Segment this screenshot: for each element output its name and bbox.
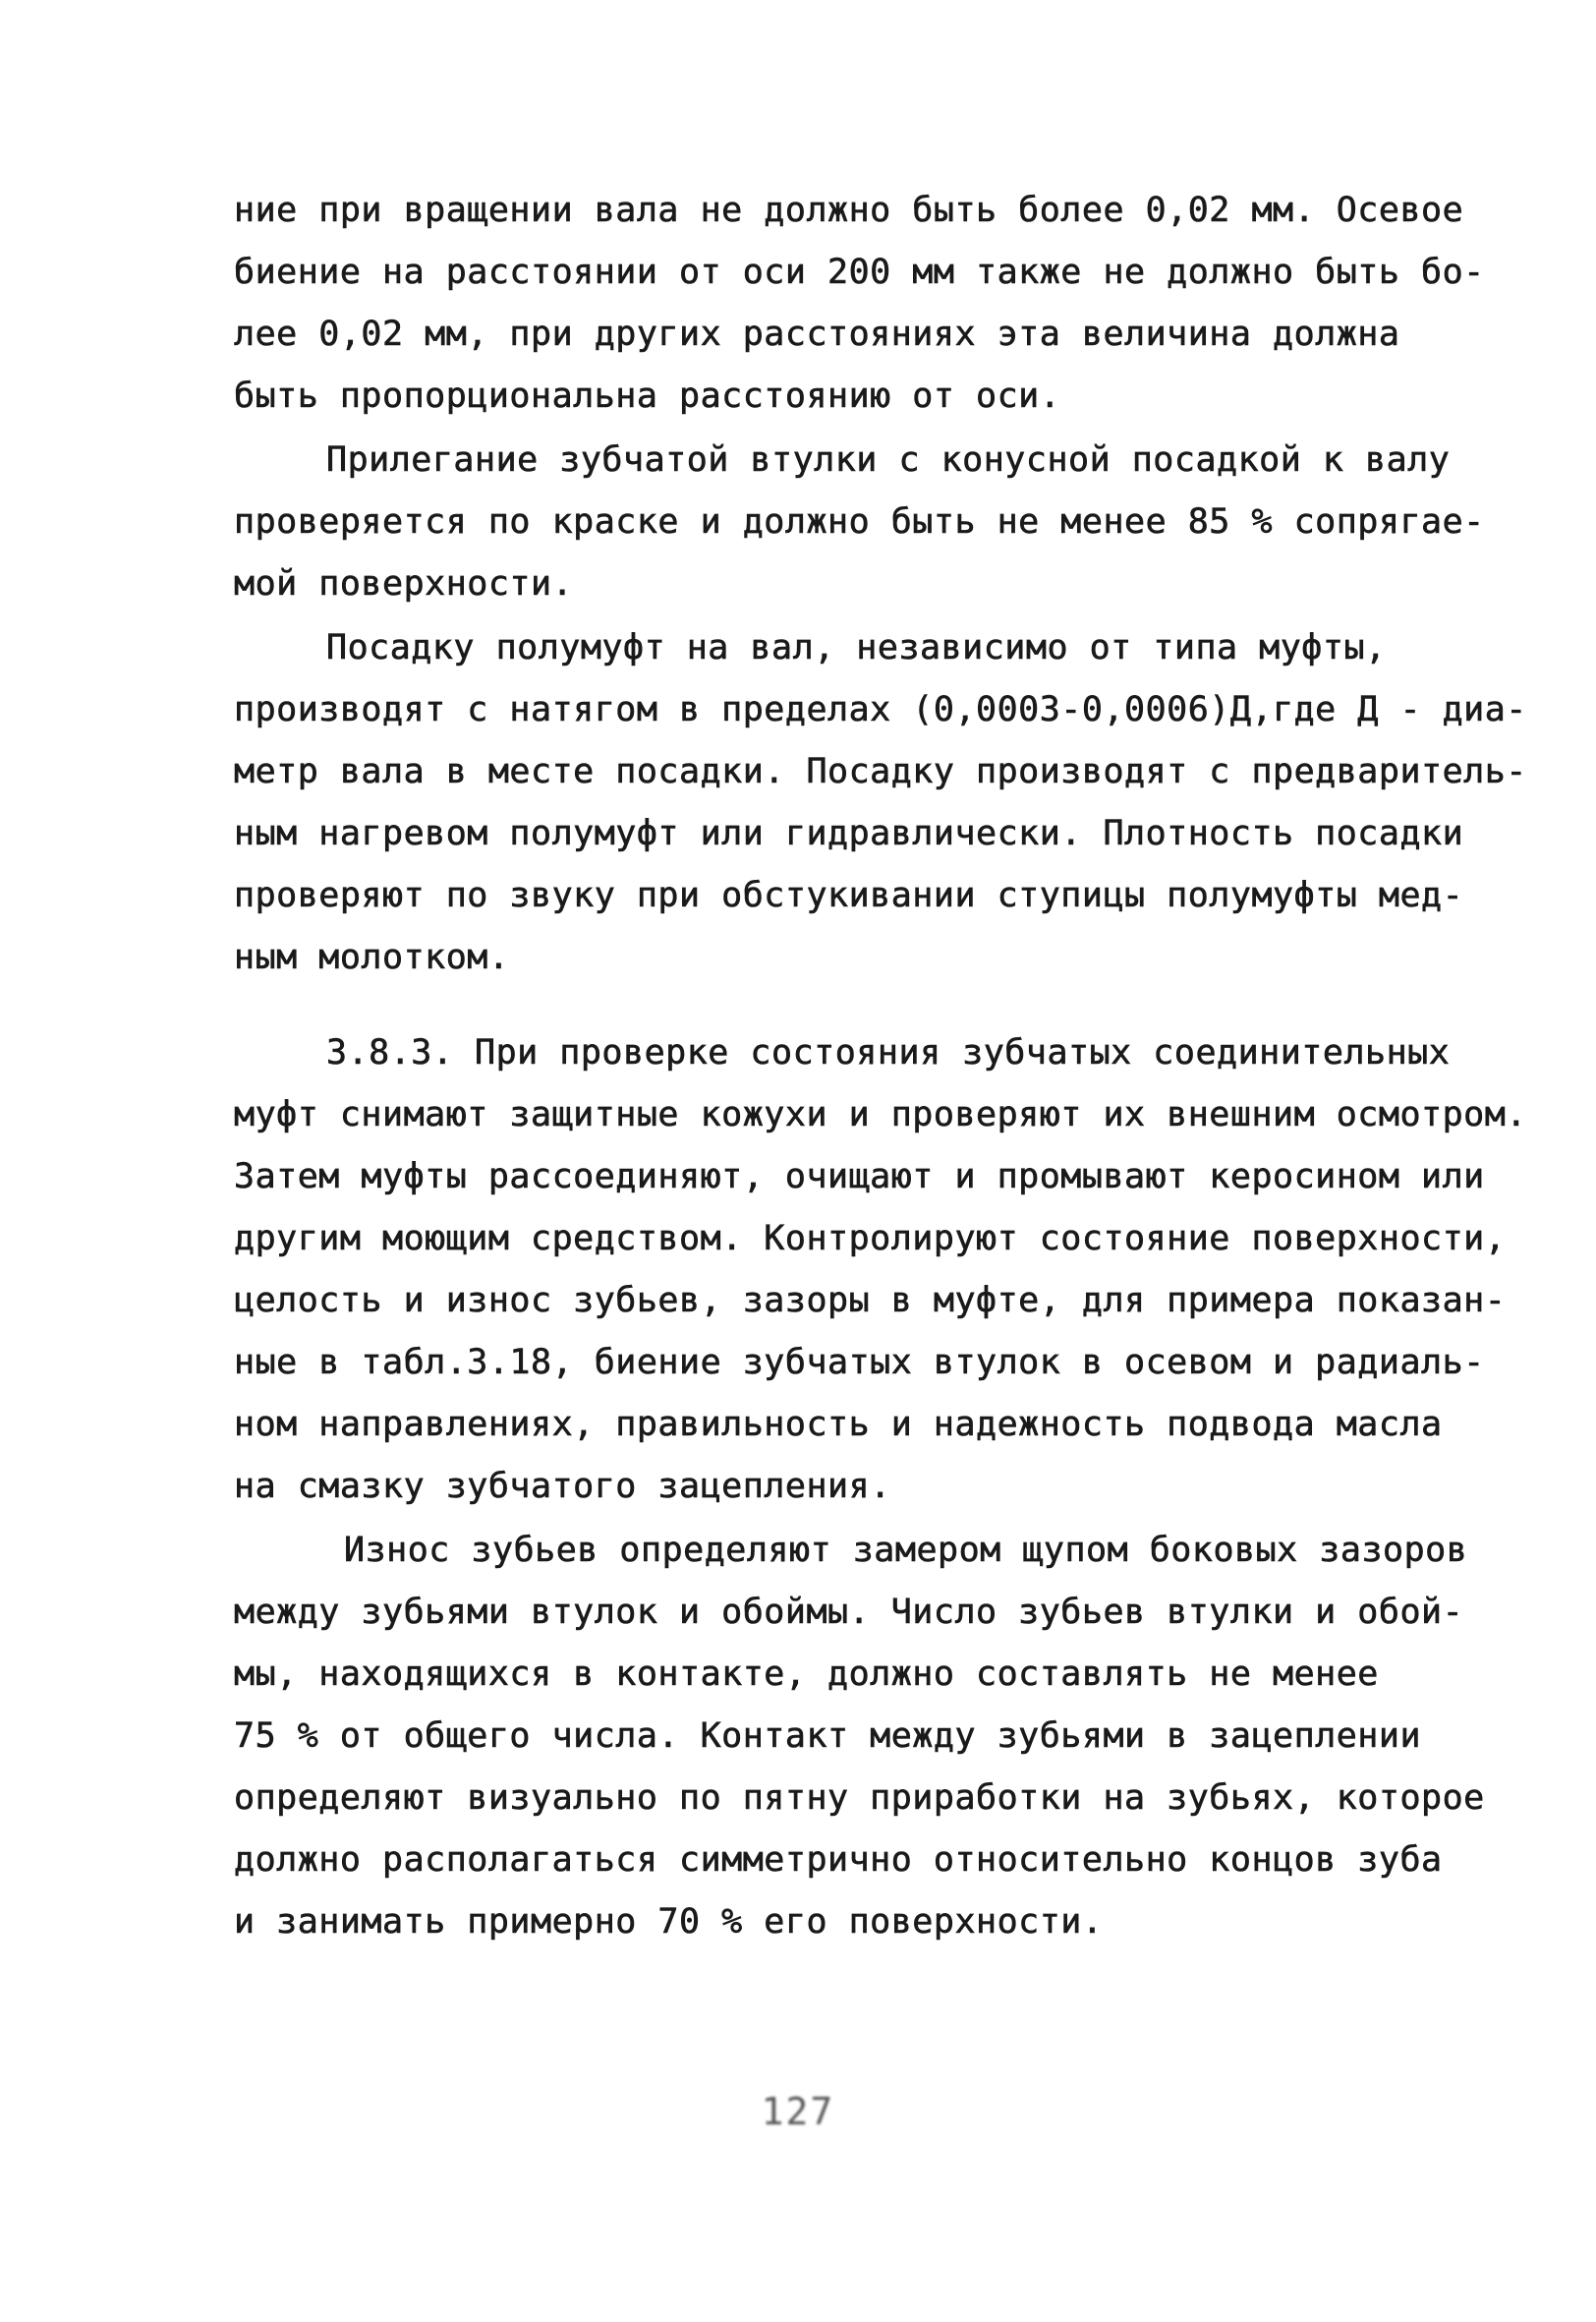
text-line: проверяют по звуку при обстукивании ступицы полумуфты мед- [234,876,1464,915]
text-line: между зубьями втулок и обоймы. Число зубьев втулки и обой- [234,1593,1464,1632]
text-line: метр вала в месте посадки. Посадку производят с предваритель- [234,752,1527,791]
text-line: ние при вращении вала не должно быть более 0,02 мм. Осевое [234,191,1464,230]
text-line: должно располагаться симметрично относительно концов зуба [234,1840,1443,1880]
page-number: 127 [761,2090,835,2133]
text-line: проверяется по краске и должно быть не менее 85 % сопрягае- [234,502,1485,542]
text-line: производят с натягом в пределах (0,0003-0,0006)Д,где Д - диа- [234,690,1527,729]
text-line: Прилегание зубчатой втулки с конусной посадкой к валу [326,440,1451,480]
text-line: Затем муфты рассоединяют, очищают и промывают керосином или [234,1157,1485,1196]
text-line: определяют визуально по пятну приработки на зубьях, которое [234,1778,1485,1818]
text-line: и занимать примерно 70 % его поверхности. [234,1902,1104,1942]
text-line: целость и износ зубьев, зазоры в муфте, для примера показан- [234,1281,1507,1320]
text-line: 75 % от общего числа. Контакт между зубьями в зацеплении [234,1716,1422,1756]
text-line: биение на расстоянии от оси 200 мм также не должно быть бо- [234,253,1485,292]
text-line: ным молотком. [234,938,510,977]
text-line: Посадку полумуфт на вал, независимо от типа муфты, [326,628,1387,668]
text-line: лее 0,02 мм, при других расстояниях эта величина должна [234,315,1400,354]
text-line: ные в табл.3.18, биение зубчатых втулок в осевом и радиаль- [234,1343,1485,1382]
text-line: ным нагревом полумуфт или гидравлически. Плотность посадки [234,814,1464,853]
text-line: 3.8.3. При проверке состояния зубчатых соединительных [326,1033,1451,1073]
text-line: другим моющим средством. Контролируют состояние поверхности, [234,1219,1507,1258]
text-line: мы, находящихся в контакте, должно составлять не менее [234,1654,1379,1694]
text-line: муфт снимают защитные кожухи и проверяют их внешним осмотром. [234,1095,1527,1134]
text-line: мой поверхности. [234,564,574,604]
text-line: быть пропорциональна расстоянию от оси. [234,377,1061,416]
text-line: Износ зубьев определяют замером щупом боковых зазоров [344,1531,1468,1570]
text-line: ном направлениях, правильность и надежность подвода масла [234,1405,1443,1444]
text-line: на смазку зубчатого зацепления. [234,1467,891,1506]
